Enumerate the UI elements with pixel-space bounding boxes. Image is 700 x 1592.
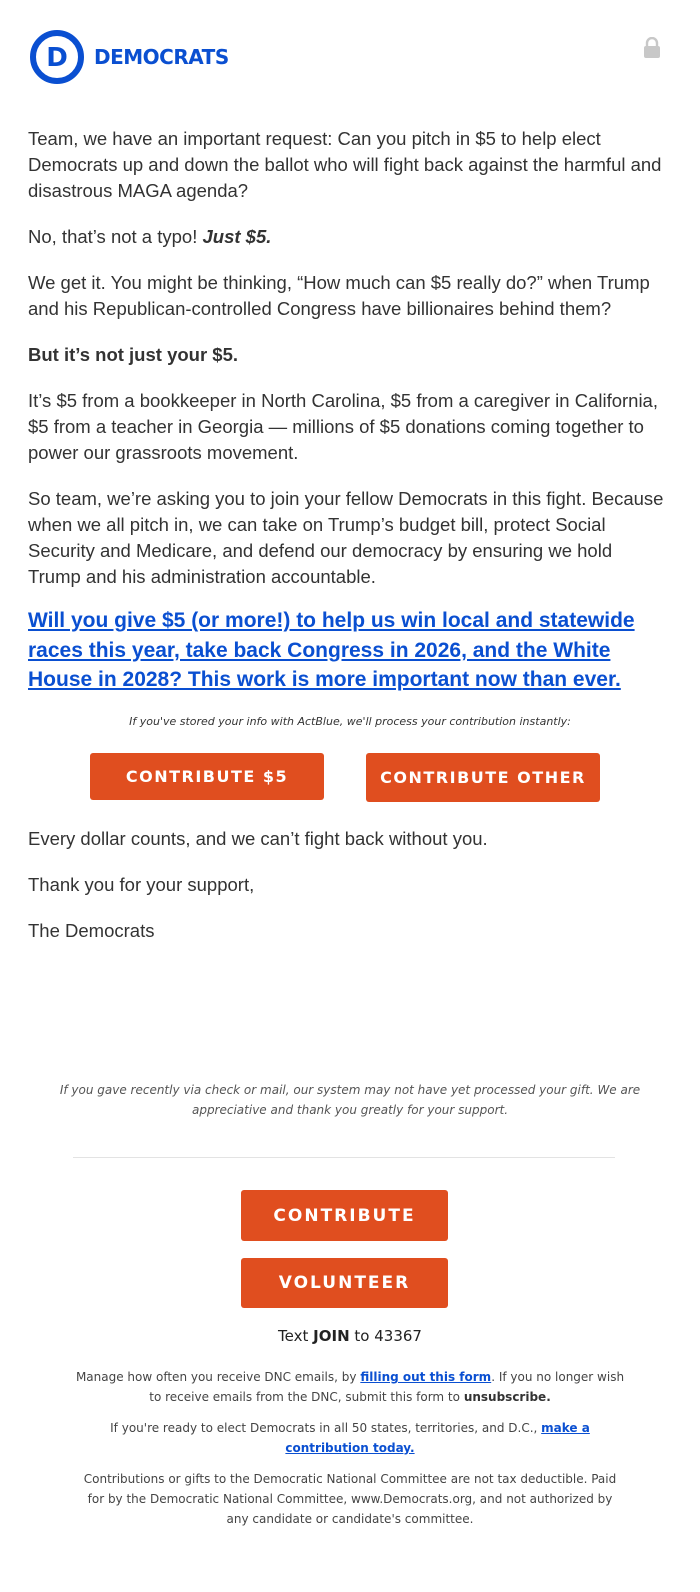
just-five-emphasis: Just $5.: [202, 226, 272, 247]
svg-text:D: D: [46, 43, 68, 73]
intro-paragraph: Team, we have an important request: Can you pitch in $5 to help elect Democrats up and down the ballot who will fight back against the harmful and disastrous MAGA agenda?: [28, 128, 662, 201]
manage-prefix: Manage how often you receive DNC emails, by: [75, 1370, 357, 1384]
donation-ask-link[interactable]: Will you give $5 (or more!) to help us win local and statewide races this year, take back Congress in 2026, and the White House in 2028? This work is more important now than ever.: [28, 609, 635, 691]
ready-prefix: If you're ready to elect Democrats in all 50 states, territories, and D.C.,: [110, 1421, 538, 1435]
lock-icon: [643, 37, 661, 59]
typo-paragraph: [28, 224, 668, 250]
democrats-d-logo-icon: [30, 30, 84, 84]
email-header: [0, 0, 700, 110]
footer-divider: [73, 1157, 615, 1158]
brand-name: DEMOCRATS: [94, 45, 229, 69]
text-join-keyword: JOIN: [313, 1327, 350, 1345]
volunteer-button[interactable]: VOLUNTEER: [241, 1258, 448, 1308]
signature: The Democrats: [28, 920, 155, 941]
manage-form-link[interactable]: filling out this form: [360, 1370, 492, 1384]
legal-disclaimer: Contributions or gifts to the Democratic National Committee are not tax deductible. Paid for by the Democratic National Committee, www.Democrats.org, and not authorized by any candidate or candidate's committee.: [83, 1472, 617, 1526]
thinking-paragraph: We get it. You might be thinking, “How much can $5 really do?” when Trump and his Republican-controlled Congress have billionaires behind them?: [28, 272, 650, 319]
gift-processing-note: If you gave recently via check or mail, our system may not have yet processed your gift. We are appreciative and thank you greatly for your support.: [59, 1083, 641, 1117]
every-dollar-line: Every dollar counts, and we can’t fight back without you.: [28, 828, 488, 849]
ready-to-elect-text: [75, 1418, 625, 1458]
grassroots-paragraph: It’s $5 from a bookkeeper in North Carolina, $5 from a caregiver in California, $5 from a teacher in Georgia — millions of $5 donations coming together to power our grassroots movement.: [28, 390, 658, 463]
not-just-your-five-heading: But it’s not just your $5.: [28, 344, 239, 365]
email-body: [28, 126, 668, 610]
contribute-5-button[interactable]: CONTRIBUTE $5: [90, 753, 324, 800]
thank-you-line: Thank you for your support,: [28, 874, 255, 895]
actblue-note: If you've stored your info with ActBlue, we'll process your contribution instantly:: [129, 715, 571, 728]
closing-section: [28, 826, 668, 964]
make-contribution-link[interactable]: make a contribution today.: [285, 1421, 590, 1455]
text-join-suffix: to 43367: [354, 1327, 422, 1345]
manage-emails-text: [75, 1367, 625, 1407]
text-join-line: [0, 1327, 700, 1345]
join-fight-paragraph: So team, we’re asking you to join your fellow Democrats in this fight. Because when we all pitch in, we can take on Trump’s budget bill, protect Social Security and Medicare, and defend our democracy by ensuring we hold Trump and his administration accountable.: [28, 488, 664, 587]
unsubscribe-link[interactable]: unsubscribe.: [463, 1390, 551, 1404]
text-join-prefix: Text: [278, 1327, 309, 1345]
contribute-other-button[interactable]: CONTRIBUTE OTHER: [366, 753, 600, 802]
democrats-logo[interactable]: [30, 30, 229, 84]
typo-lead: No, that’s not a typo!: [28, 226, 198, 247]
manage-suffix: . If you no longer wish to receive emails from the DNC, submit this form to: [149, 1370, 625, 1404]
contribute-button[interactable]: CONTRIBUTE: [241, 1190, 448, 1241]
